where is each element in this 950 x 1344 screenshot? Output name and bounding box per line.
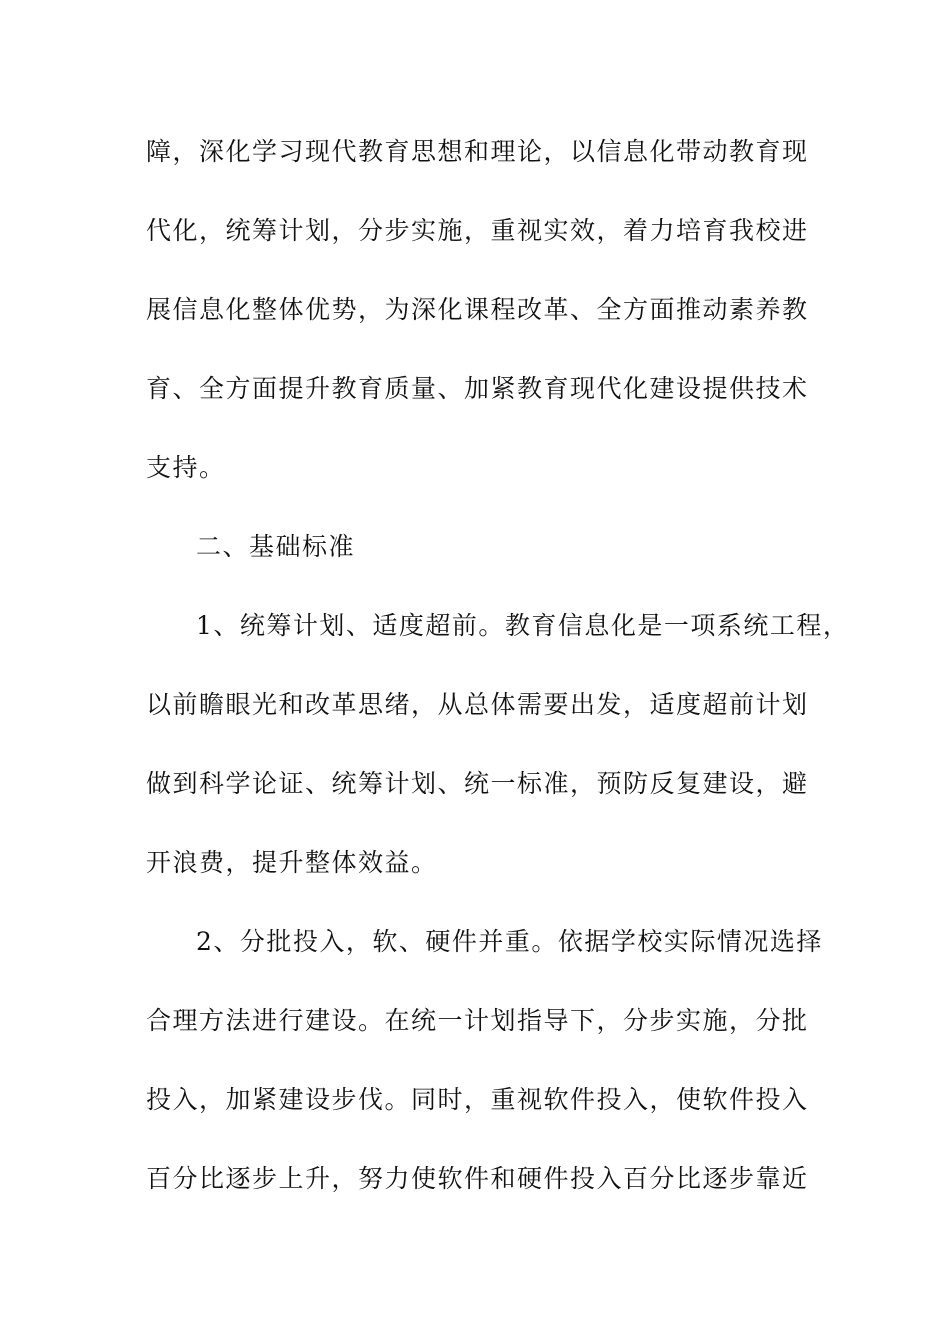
paragraph-line: 支持。 (146, 453, 226, 482)
paragraph-line: 以前瞻眼光和改革思绪，从总体需要出发，适度超前计划 (146, 690, 809, 719)
paragraph-line: 展信息化整体优势，为深化课程改革、全方面推动素养教 (146, 295, 809, 324)
paragraph-line: 1、统筹计划、适度超前。教育信息化是一项系统工程， (196, 611, 850, 640)
paragraph-line: 投入，加紧建设步伐。同时，重视软件投入，使软件投入 (146, 1085, 809, 1114)
paragraph-line: 合理方法进行建设。在统一计划指导下，分步实施，分批 (146, 1006, 809, 1035)
paragraph-line: 代化，统筹计划，分步实施，重视实效，着力培育我校进 (146, 216, 809, 245)
paragraph-line: 2、分批投入，软、硬件并重。依据学校实际情况选择 (196, 927, 823, 956)
paragraph-line: 育、全方面提升教育质量、加紧教育现代化建设提供技术 (146, 374, 809, 403)
paragraph-line: 做到科学论证、统筹计划、统一标准，预防反复建设，避 (146, 769, 809, 798)
document-body (146, 125, 850, 1231)
paragraph-line: 百分比逐步上升，努力使软件和硬件投入百分比逐步靠近 (146, 1164, 809, 1193)
paragraph-line: 障，深化学习现代教育思想和理论，以信息化带动教育现 (146, 137, 809, 166)
section-heading: 二、基础标准 (196, 532, 356, 561)
paragraph-line: 开浪费，提升整体效益。 (146, 848, 438, 877)
